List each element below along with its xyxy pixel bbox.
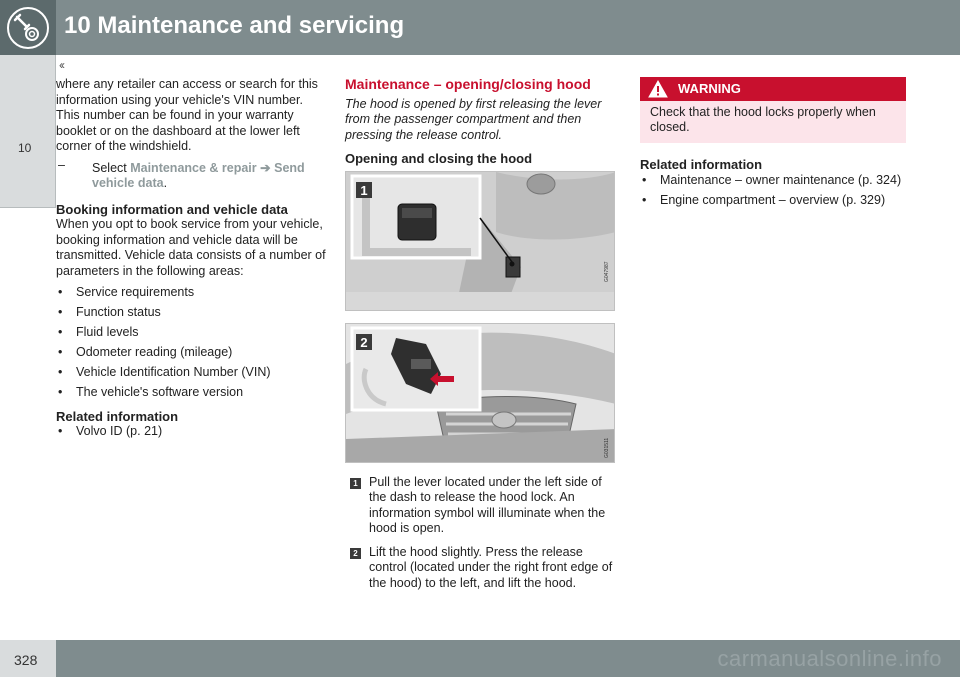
figure-hood-lever — [345, 171, 615, 311]
warning-triangle-icon — [648, 80, 668, 98]
warning-box — [640, 77, 906, 143]
chapter-number: 10 — [18, 141, 32, 155]
page-header — [0, 0, 960, 55]
column-middle — [345, 77, 617, 599]
related-list — [56, 424, 326, 440]
list-item: • Odometer reading (mileage) — [56, 345, 326, 361]
warning-header — [640, 77, 906, 101]
back-chevrons-icon[interactable]: ‹‹ — [59, 58, 63, 72]
list-item: • Function status — [56, 305, 326, 321]
column-left — [56, 77, 326, 444]
figure-code: G031511 — [604, 437, 610, 458]
wrench-gear-icon — [5, 5, 51, 51]
figure-callout-1: 1 — [360, 182, 368, 198]
related-list — [640, 173, 906, 209]
hood-lever-illustration — [346, 172, 615, 311]
step-text: Lift the hood slightly. Press the release control (located under the right front edge of the hood) to the left, and lift the hood. — [369, 544, 613, 590]
select-prefix: Select — [92, 160, 131, 175]
page-title: 10 Maintenance and servicing — [64, 12, 405, 39]
warning-title: WARNING — [678, 81, 741, 97]
chapter-icon-box — [0, 0, 56, 55]
related-info-heading: Related information — [56, 408, 179, 424]
column-right — [640, 77, 906, 213]
step-item — [345, 475, 617, 537]
steps-list — [345, 475, 617, 592]
send-vehicle-data-link[interactable]: Send vehicle data — [92, 160, 305, 190]
list-item: • Fluid levels — [56, 325, 326, 341]
dash-marker: – — [58, 157, 65, 172]
step-number-badge: 1 — [350, 478, 361, 489]
section-heading: Maintenance – opening/closing hood — [345, 76, 591, 92]
figure-callout-2: 2 — [360, 334, 368, 350]
select-suffix: . — [163, 176, 168, 190]
list-item: • The vehicle's software version — [56, 385, 326, 401]
figure-code: G047987 — [604, 260, 610, 282]
parameter-list — [56, 285, 326, 401]
vin-paragraph: where any retailer can access or search for this information using your vehicle's VIN number. This number can be found in your warranty booklet or on the dashboard at the lower left corner of the windshield. — [56, 77, 318, 153]
opening-closing-heading: Opening and closing the hood — [345, 151, 533, 166]
related-link[interactable]: • Maintenance – owner maintenance (p. 324) — [640, 173, 906, 189]
chapter-side-tab[interactable] — [0, 55, 56, 208]
list-item: • Service requirements — [56, 285, 326, 301]
step-text: Pull the lever located under the left side of the dash to release the hood lock. An information symbol will illuminate when the hood is open. — [369, 474, 606, 535]
step-number-badge: 2 — [350, 548, 361, 559]
page-footer — [0, 640, 960, 677]
step-item — [345, 545, 617, 592]
related-info-heading: Related information — [640, 157, 763, 172]
warning-text: Check that the hood locks properly when closed. — [650, 105, 876, 134]
related-link[interactable]: • Volvo ID (p. 21) — [56, 424, 326, 440]
list-item: • Vehicle Identification Number (VIN) — [56, 365, 326, 381]
page-number-box — [0, 640, 56, 677]
page-number: 328 — [14, 652, 38, 668]
section-intro: The hood is opened by first releasing the lever from the passenger compartment and then pressing the release control. — [345, 96, 602, 142]
watermark: carmanualsonline.info — [717, 646, 942, 671]
arrow-right-icon: ➔ — [260, 160, 271, 175]
booking-heading: Booking information and vehicle data — [56, 201, 288, 217]
figure-hood-release — [345, 323, 615, 463]
hood-release-illustration — [346, 324, 615, 463]
maintenance-repair-link[interactable]: Maintenance & repair — [130, 160, 257, 175]
related-link[interactable]: • Engine compartment – overview (p. 329) — [640, 193, 906, 209]
booking-paragraph: When you opt to book service from your vehicle, booking information and vehicle data will be transmitted. Vehicle data consists of a number of parameters in the following areas: — [56, 217, 326, 278]
select-instruction — [56, 157, 326, 192]
